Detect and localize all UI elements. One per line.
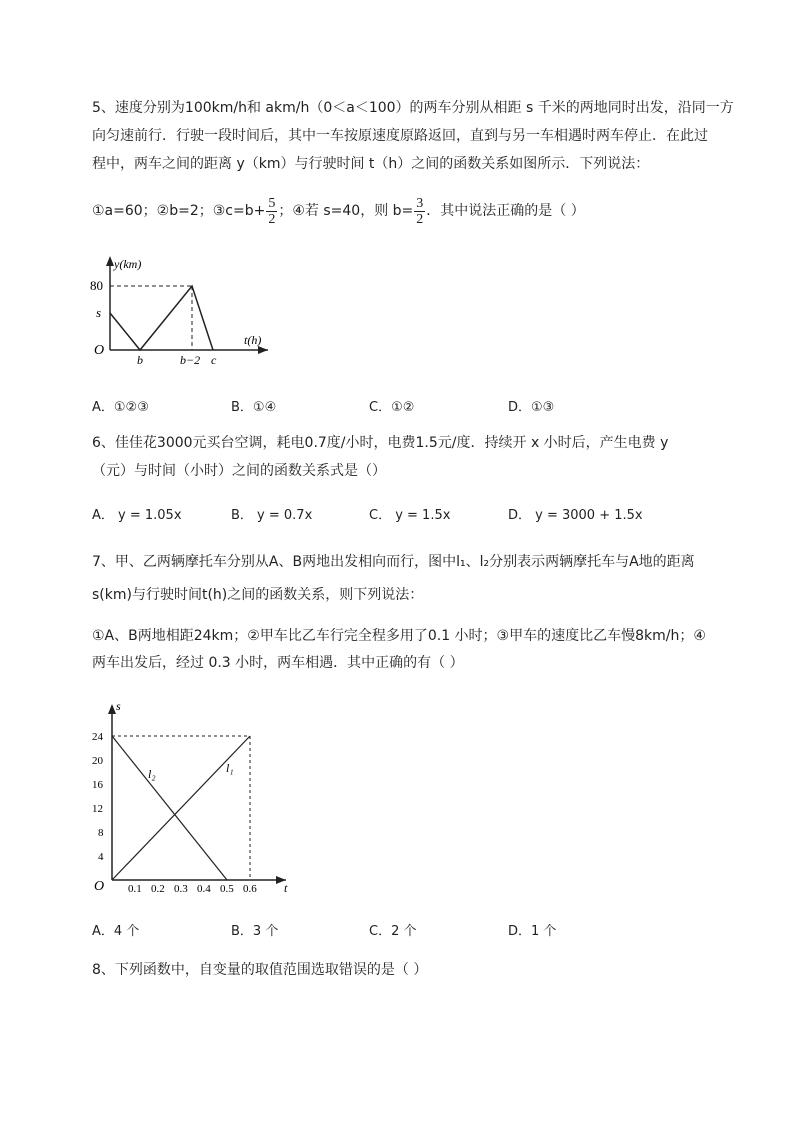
q5-distance-time-graph xyxy=(88,250,278,375)
q6-option-a[interactable]: A． y = 1.05x xyxy=(92,508,182,523)
q7-x-tick: 0.6 xyxy=(243,883,257,895)
q7-line2: s(km)与行驶时间t(h)之间的函数关系，则下列说法： xyxy=(92,587,424,603)
q7-y-tick: 16 xyxy=(92,779,103,791)
q7-y-tick: 24 xyxy=(92,731,103,743)
q5-line3: 程中，两车之间的距离 y（km）与行驶时间 t（h）之间的函数关系如图所示．下列说法： xyxy=(92,156,650,172)
q5-statements xyxy=(92,193,585,229)
q7-label-l1: l₁ xyxy=(226,761,234,775)
q5-y-tick-80: 80 xyxy=(90,278,103,293)
q5-statement-part1: ①a=60；②b=2；③c=b+ xyxy=(92,203,266,219)
q7-x-tick: 0.4 xyxy=(197,883,211,895)
q5-x-tick-c: c xyxy=(211,353,217,367)
q7-origin: O xyxy=(94,879,105,894)
q5-option-b[interactable]: B．①④ xyxy=(231,400,277,415)
q5-statement-part2: ；④若 s=40，则 b= xyxy=(278,203,414,219)
q5-fraction-3-2 xyxy=(414,196,425,227)
q7-option-c[interactable]: C．2 个 xyxy=(369,924,417,939)
q5-x-label: t(h) xyxy=(244,333,262,347)
q5-option-c[interactable]: C．①② xyxy=(369,400,415,415)
q8-line1: 8、下列函数中，自变量的取值范围选取错误的是（ ） xyxy=(92,962,428,978)
q7-x-label: t xyxy=(284,881,288,895)
q7-option-b[interactable]: B．3 个 xyxy=(231,924,279,939)
fraction-numerator: 5 xyxy=(268,195,276,211)
q7-label-l2: l₂ xyxy=(148,767,156,781)
q6-option-c[interactable]: C． y = 1.5x xyxy=(369,508,451,523)
q5-distance-line xyxy=(110,286,213,350)
fraction-denominator: 2 xyxy=(268,211,276,227)
q7-y-label: s xyxy=(116,700,121,713)
fraction-numerator: 3 xyxy=(416,195,424,211)
q7-y-tick: 12 xyxy=(92,803,103,815)
fraction-denominator: 2 xyxy=(416,211,424,227)
q5-y-tick-s: s xyxy=(96,305,102,320)
q5-x-arrow-icon xyxy=(258,346,268,354)
q7-x-tick: 0.1 xyxy=(128,883,142,895)
q5-y-arrow-icon xyxy=(106,256,114,266)
q5-x-tick-b: b xyxy=(137,353,143,367)
q5-statement-part3: ．其中说法正确的是（ ） xyxy=(426,203,585,219)
q7-option-d[interactable]: D．1 个 xyxy=(508,924,557,939)
q7-x-tick: 0.2 xyxy=(151,883,165,895)
q6-option-b[interactable]: B． y = 0.7x xyxy=(231,508,313,523)
q5-line1: 5、速度分别为100km/h和 akm/h（0＜a＜100）的两车分别从相距 s 千米的两地同时出发，沿同一方 xyxy=(92,100,734,116)
q5-line2: 向匀速前行．行驶一段时间后，其中一车按原速度原路返回，直到与另一车相遇时两车停止．在此过 xyxy=(92,128,708,144)
q6-line2: （元）与时间（小时）之间的函数关系式是（） xyxy=(92,463,386,479)
q7-y-tick: 20 xyxy=(92,755,103,767)
q7-line4: 两车出发后，经过 0.3 小时，两车相遇．其中正确的有（ ） xyxy=(92,655,464,671)
q7-line3: ①A、B两地相距24km；②甲车比乙车行完全程多用了0.1 小时；③甲车的速度比乙车慢8km/h；④ xyxy=(92,628,706,644)
q7-line1: 7、甲、乙两辆摩托车分别从A、B两地出发相向而行，图中l₁、l₂分别表示两辆摩托车与A地的距离 xyxy=(92,554,695,570)
q7-x-tick: 0.5 xyxy=(220,883,234,895)
q7-distance-time-graph xyxy=(88,700,298,895)
q7-option-a[interactable]: A．4 个 xyxy=(92,924,140,939)
q6-line1: 6、佳佳花3000元买台空调，耗电0.7度/小时，电费1.5元/度．持续开 x 小时后，产生电费 y xyxy=(92,435,669,451)
q5-fraction-5-2 xyxy=(266,196,277,227)
q5-x-tick-b2: b−2 xyxy=(180,353,201,367)
q7-y-arrow-icon xyxy=(108,704,116,714)
q5-option-d[interactable]: D．①③ xyxy=(508,400,555,415)
q7-y-tick: 8 xyxy=(98,827,104,839)
q5-option-a[interactable]: A．①②③ xyxy=(92,400,149,415)
q7-line-l1 xyxy=(112,736,250,880)
q7-y-tick: 4 xyxy=(98,851,104,863)
q7-line-l2 xyxy=(112,736,227,880)
q6-option-d[interactable]: D． y = 3000 + 1.5x xyxy=(508,508,643,523)
q5-origin: O xyxy=(94,343,105,358)
q5-y-label: y(km) xyxy=(114,257,142,271)
q7-x-tick: 0.3 xyxy=(174,883,188,895)
